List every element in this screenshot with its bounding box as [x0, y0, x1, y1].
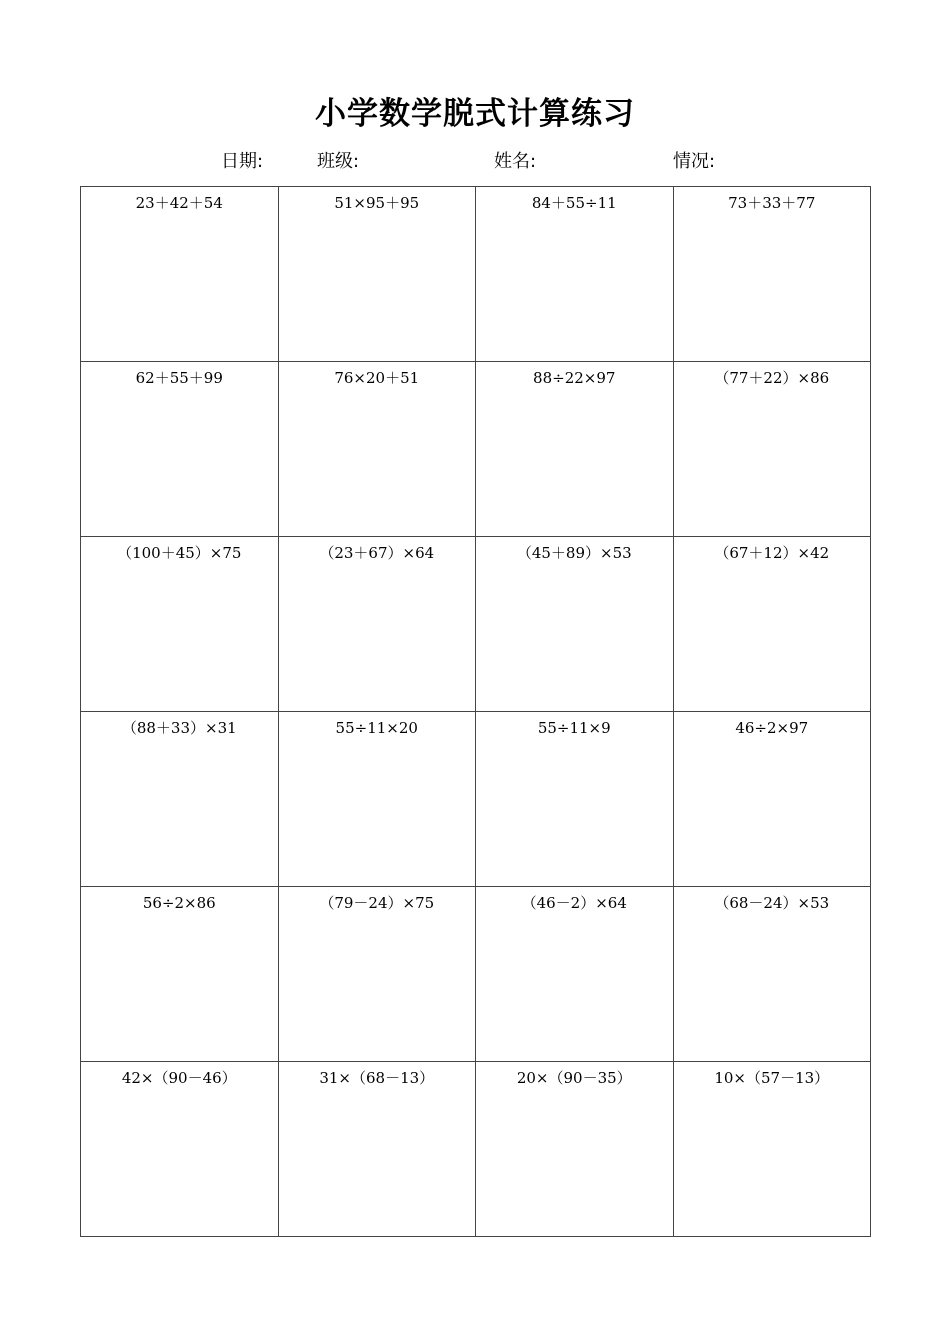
problem-cell[interactable]: [674, 712, 872, 887]
problem-cell[interactable]: [674, 362, 872, 537]
problem-cell[interactable]: [81, 187, 279, 362]
problem-cell[interactable]: [81, 712, 279, 887]
problem-cell[interactable]: [674, 537, 872, 712]
problem-text: 20×（90－35）: [516, 1069, 632, 1087]
problem-text: 55÷11×20: [335, 719, 418, 737]
problem-text: 56÷2×86: [142, 894, 216, 912]
status-label: 情况:: [673, 151, 716, 172]
problem-text: （100＋45）×75: [117, 544, 242, 562]
problem-cell[interactable]: [674, 887, 872, 1062]
class-label: 班级:: [317, 151, 360, 172]
problem-cell[interactable]: [81, 537, 279, 712]
problem-text: （68－24）×53: [714, 894, 830, 912]
problem-text: （79－24）×75: [319, 894, 435, 912]
problem-cell[interactable]: [81, 887, 279, 1062]
problem-text: （45＋89）×53: [516, 544, 632, 562]
problem-cell[interactable]: [279, 537, 477, 712]
problem-cell[interactable]: [279, 362, 477, 537]
problem-cell[interactable]: [81, 1062, 279, 1237]
problem-text: 23＋42＋54: [135, 194, 223, 212]
problem-text: 46÷2×97: [735, 719, 809, 737]
name-label: 姓名:: [494, 151, 537, 172]
problem-cell[interactable]: [279, 187, 477, 362]
problem-text: 55÷11×9: [537, 719, 611, 737]
problem-text: （67＋12）×42: [714, 544, 830, 562]
problem-cell[interactable]: [674, 1062, 872, 1237]
problem-cell[interactable]: [279, 887, 477, 1062]
problem-cell[interactable]: [476, 1062, 674, 1237]
problem-text: 73＋33＋77: [728, 194, 816, 212]
problem-text: （46－2）×64: [521, 894, 627, 912]
problem-cell[interactable]: [476, 712, 674, 887]
problem-text: 84＋55÷11: [531, 194, 617, 212]
date-label: 日期:: [221, 151, 264, 172]
problem-text: 42×（90－46）: [121, 1069, 237, 1087]
problem-cell[interactable]: [476, 887, 674, 1062]
problem-text: 31×（68－13）: [319, 1069, 435, 1087]
problem-cell[interactable]: [476, 537, 674, 712]
problem-cell[interactable]: [674, 187, 872, 362]
problem-cell[interactable]: [476, 187, 674, 362]
problem-text: 51×95＋95: [334, 194, 420, 212]
problem-cell[interactable]: [279, 1062, 477, 1237]
problem-text: 76×20＋51: [334, 369, 420, 387]
problem-text: 62＋55＋99: [135, 369, 223, 387]
problem-text: 88÷22×97: [533, 369, 616, 387]
problem-cell[interactable]: [81, 362, 279, 537]
problem-text: （77＋22）×86: [714, 369, 830, 387]
problem-text: （88＋33）×31: [121, 719, 237, 737]
problem-text: （23＋67）×64: [319, 544, 435, 562]
page-title: 小学数学脱式计算练习: [315, 96, 635, 132]
problem-cell[interactable]: [279, 712, 477, 887]
problem-cell[interactable]: [476, 362, 674, 537]
problem-text: 10×（57－13）: [714, 1069, 830, 1087]
problem-grid: [80, 186, 871, 1237]
